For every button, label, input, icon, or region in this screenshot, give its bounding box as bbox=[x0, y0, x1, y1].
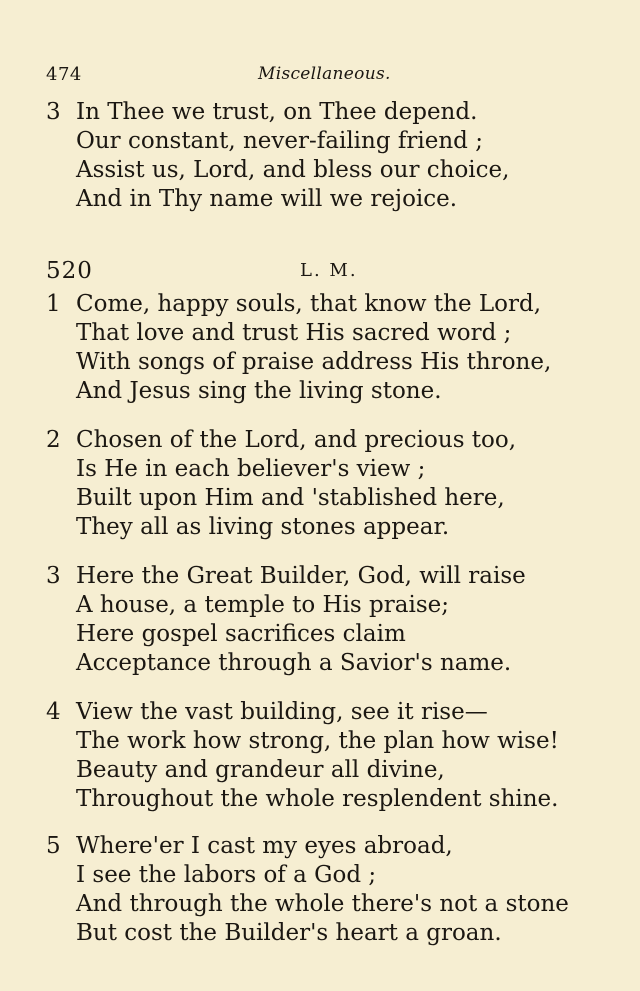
verse-number: 5 bbox=[46, 833, 61, 859]
hymn-stanza-3 bbox=[46, 562, 616, 678]
stanza-line bbox=[46, 649, 616, 678]
line-text: Built upon Him and 'stablished here, bbox=[76, 485, 505, 511]
line-text: That love and trust His sacred word ; bbox=[76, 320, 512, 346]
stanza-line bbox=[46, 562, 616, 591]
stanza-line bbox=[46, 98, 616, 127]
stanza-line bbox=[46, 785, 616, 814]
line-text: Throughout the whole resplendent shine. bbox=[76, 786, 559, 812]
stanza-line bbox=[46, 185, 616, 214]
stanza-line bbox=[46, 756, 616, 785]
stanza-line bbox=[46, 591, 616, 620]
stanza-line bbox=[46, 620, 616, 649]
line-text: View the vast building, see it rise— bbox=[76, 699, 488, 725]
line-text: Is He in each believer's view ; bbox=[76, 456, 426, 482]
stanza-line bbox=[46, 127, 616, 156]
stanza-line bbox=[46, 290, 616, 319]
line-text: Where'er I cast my eyes abroad, bbox=[76, 833, 453, 859]
page-header bbox=[46, 64, 606, 88]
hymn-meter: L. M. bbox=[300, 260, 358, 281]
stanza-line bbox=[46, 455, 616, 484]
stanza-line bbox=[46, 919, 616, 948]
stanza-line bbox=[46, 861, 616, 890]
hymn-stanza-4 bbox=[46, 698, 616, 814]
line-text: And in Thy name will we rejoice. bbox=[76, 186, 458, 212]
stanza-line bbox=[46, 156, 616, 185]
line-text: The work how strong, the plan how wise! bbox=[76, 728, 559, 754]
stanza-line bbox=[46, 890, 616, 919]
running-head: Miscellaneous. bbox=[258, 64, 391, 84]
verse-number: 2 bbox=[46, 427, 61, 453]
stanza-line bbox=[46, 426, 616, 455]
line-text: I see the labors of a God ; bbox=[76, 862, 377, 888]
line-text: Our constant, never-failing friend ; bbox=[76, 128, 483, 154]
line-text: Come, happy souls, that know the Lord, bbox=[76, 291, 542, 317]
stanza-line bbox=[46, 348, 616, 377]
verse-number: 1 bbox=[46, 291, 61, 317]
verse-number: 4 bbox=[46, 699, 61, 725]
stanza-line bbox=[46, 377, 616, 406]
line-text: Beauty and grandeur all divine, bbox=[76, 757, 445, 783]
line-text: Chosen of the Lord, and precious too, bbox=[76, 427, 517, 453]
stanza-line bbox=[46, 832, 616, 861]
stanza-line bbox=[46, 727, 616, 756]
line-text: Assist us, Lord, and bless our choice, bbox=[76, 157, 510, 183]
hymn-number: 520 bbox=[46, 258, 93, 284]
hymn-stanza-2 bbox=[46, 426, 616, 542]
verse-number: 3 bbox=[46, 99, 61, 125]
verse-number: 3 bbox=[46, 563, 61, 589]
line-text: A house, a temple to His praise; bbox=[76, 592, 449, 618]
line-text: In Thee we trust, on Thee depend. bbox=[76, 99, 478, 125]
line-text: Here the Great Builder, God, will raise bbox=[76, 563, 526, 589]
hymn-heading bbox=[46, 258, 606, 288]
line-text: And through the whole there's not a stone bbox=[76, 891, 569, 917]
stanza-line bbox=[46, 484, 616, 513]
line-text: Acceptance through a Savior's name. bbox=[76, 650, 512, 676]
stanza-line bbox=[46, 319, 616, 348]
page-number: 474 bbox=[46, 64, 82, 85]
stanza-line bbox=[46, 698, 616, 727]
line-text: With songs of praise address His throne, bbox=[76, 349, 552, 375]
line-text: But cost the Builder's heart a groan. bbox=[76, 920, 502, 946]
hymn-stanza-1 bbox=[46, 290, 616, 406]
line-text: They all as living stones appear. bbox=[76, 514, 450, 540]
hymn-stanza-5 bbox=[46, 832, 616, 948]
line-text: And Jesus sing the living stone. bbox=[76, 378, 442, 404]
line-text: Here gospel sacrifices claim bbox=[76, 621, 406, 647]
previous-hymn-stanza-3 bbox=[46, 98, 616, 214]
stanza-line bbox=[46, 513, 616, 542]
